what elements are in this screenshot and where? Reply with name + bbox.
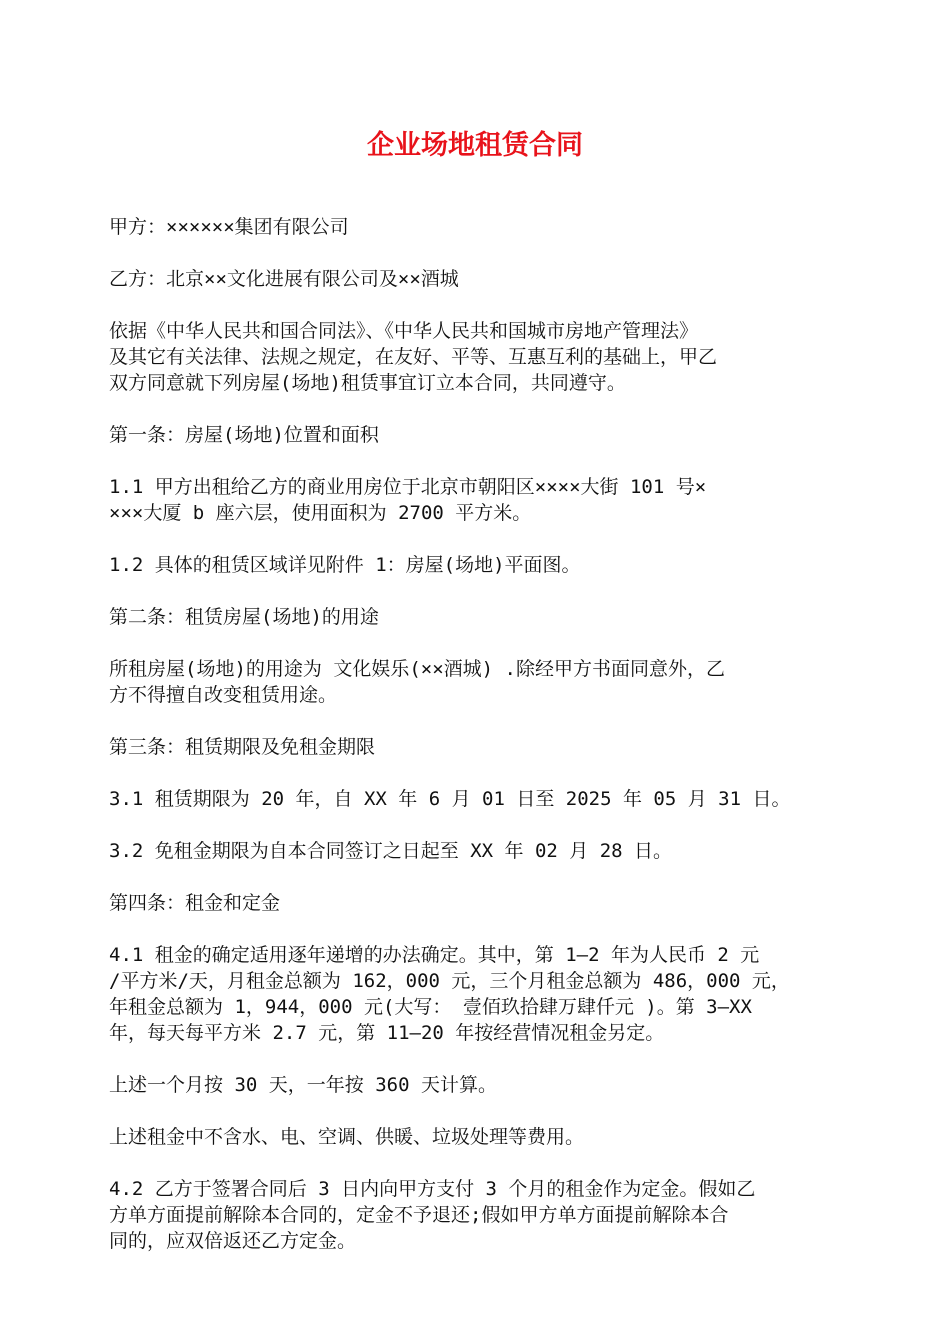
paragraph-line: 1.2 具体的租赁区域详见附件 1：房屋(场地)平面图。 bbox=[109, 554, 581, 576]
paragraph-line: ×××大厦 b 座六层，使用面积为 2700 平方米。 bbox=[109, 502, 532, 524]
paragraph-line: 及其它有关法律、法规之规定，在友好、平等、互惠互利的基础上，甲乙 bbox=[109, 346, 718, 368]
paragraph-line: 4.1 租金的确定适用逐年递增的办法确定。其中，第 1—2 年为人民币 2 元 bbox=[109, 944, 760, 966]
paragraph bbox=[109, 942, 845, 1046]
paragraph-line: 第三条：租赁期限及免租金期限 bbox=[109, 736, 376, 758]
paragraph-line: 依据《中华人民共和国合同法》、《中华人民共和国城市房地产管理法》 bbox=[109, 320, 699, 342]
paragraph bbox=[109, 422, 845, 448]
paragraph bbox=[109, 1176, 845, 1254]
paragraph-line: 1.1 甲方出租给乙方的商业用房位于北京市朝阳区××××大街 101 号× bbox=[109, 476, 707, 498]
paragraph bbox=[109, 214, 845, 240]
paragraph-line: 方不得擅自改变租赁用途。 bbox=[109, 684, 338, 706]
paragraph-line: 甲方：××××××集团有限公司 bbox=[109, 216, 349, 238]
paragraph-line: 所租房屋(场地)的用途为 文化娱乐(××酒城) .除经甲方书面同意外，乙 bbox=[109, 658, 725, 680]
paragraph-line: 3.2 免租金期限为自本合同签订之日起至 XX 年 02 月 28 日。 bbox=[109, 840, 673, 862]
paragraph bbox=[109, 474, 845, 526]
paragraph bbox=[109, 656, 845, 708]
paragraph-line: 第一条：房屋(场地)位置和面积 bbox=[109, 424, 379, 446]
paragraph-line: 乙方：北京××文化进展有限公司及××酒城 bbox=[109, 268, 459, 290]
document-body bbox=[109, 214, 845, 1280]
paragraph bbox=[109, 1072, 845, 1098]
paragraph-line: 年租金总额为 1，944，000 元(大写： 壹佰玖拾肆万肆仟元 )。第 3—XX bbox=[109, 996, 752, 1018]
paragraph bbox=[109, 838, 845, 864]
paragraph-line: 4.2 乙方于签署合同后 3 日内向甲方支付 3 个月的租金作为定金。假如乙 bbox=[109, 1178, 756, 1200]
paragraph-line: 3.1 租赁期限为 20 年，自 XX 年 6 月 01 日至 2025 年 05 月 31 日。 bbox=[109, 788, 791, 810]
paragraph-line: 年，每天每平方米 2.7 元，第 11—20 年按经营情况租金另定。 bbox=[109, 1022, 665, 1044]
paragraph-line: 上述一个月按 30 天，一年按 360 天计算。 bbox=[109, 1074, 497, 1096]
paragraph bbox=[109, 552, 845, 578]
paragraph-line: 方单方面提前解除本合同的，定金不予退还;假如甲方单方面提前解除本合 bbox=[109, 1204, 729, 1226]
paragraph-line: 第四条：租金和定金 bbox=[109, 892, 281, 914]
paragraph-line: 同的，应双倍返还乙方定金。 bbox=[109, 1230, 357, 1252]
paragraph-line: /平方米/天，月租金总额为 162，000 元，三个月租金总额为 486，000 元， bbox=[109, 970, 790, 992]
paragraph bbox=[109, 734, 845, 760]
document-title: 企业场地租赁合同 bbox=[367, 130, 583, 161]
paragraph bbox=[109, 786, 845, 812]
paragraph bbox=[109, 318, 845, 396]
paragraph-line: 双方同意就下列房屋(场地)租赁事宜订立本合同，共同遵守。 bbox=[109, 372, 626, 394]
paragraph bbox=[109, 604, 845, 630]
paragraph bbox=[109, 890, 845, 916]
paragraph bbox=[109, 1124, 845, 1150]
paragraph-line: 第二条：租赁房屋(场地)的用途 bbox=[109, 606, 379, 628]
paragraph bbox=[109, 266, 845, 292]
paragraph-line: 上述租金中不含水、电、空调、供暖、垃圾处理等费用。 bbox=[109, 1126, 585, 1148]
